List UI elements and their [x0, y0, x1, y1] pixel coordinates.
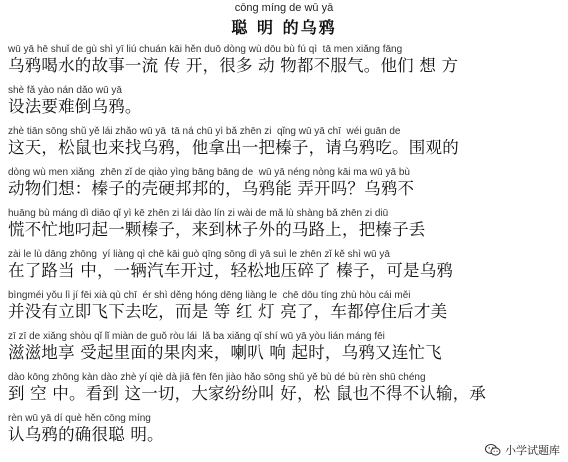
text-line — [8, 208, 564, 240]
title-pinyin: cōng míng de wū yā — [234, 2, 334, 14]
pinyin-line: wū yā hē shuǐ de gù shì yī liú chuán kāi hěn duō dòng wù dōu bù fú qì tā men xiǎng fāng — [8, 44, 403, 55]
chinese-line: 乌鸦喝水的故事一流 传 开，很多 动 物都不服气。他们 想 方 — [8, 56, 459, 75]
chinese-line: 认乌鸦的确很聪 明。 — [8, 425, 164, 444]
pinyin-line: rèn wū yā dí què hěn cōng míng — [8, 413, 151, 424]
pinyin-line: zài le lù dāng zhōng yí liàng qì chē kāi guò qīng sōng dì yā suì le zhēn zǐ kě shì wū yā — [8, 249, 390, 260]
text-line — [8, 44, 564, 76]
text-line — [8, 372, 564, 404]
text-line — [8, 290, 564, 322]
pinyin-line: bìngméi yǒu lì jí fēi xià qù chī ér shì děng hóng dēng liàng le chē dōu tíng zhù hòu cái měi — [8, 290, 411, 301]
pinyin-line: dòng wù men xiǎng zhēn zǐ de qiào yìng bāng bāng de wū yā néng nòng kāi ma wū yā bù — [8, 167, 410, 178]
text-line — [8, 331, 564, 363]
chinese-line: 这天，松鼠也来找乌鸦，他拿出一把榛子，请乌鸦吃。围观的 — [8, 138, 459, 157]
text-line — [8, 413, 564, 445]
watermark — [485, 442, 560, 458]
chinese-line: 滋滋地享 受起里面的果肉来，喇叭 响 起时，乌鸦又连忙飞 — [8, 343, 442, 362]
text-line — [8, 126, 564, 158]
pinyin-line: dào kōng zhōng kàn dào zhè yí qiè dà jiā fēn fēn jiào hǎo sōng shǔ yě bù dé bù rèn shū chéng — [8, 372, 426, 383]
chinese-line: 到 空 中。看到 这一切，大家纷纷叫 好，松 鼠也不得不认输，承 — [8, 384, 487, 403]
chinese-line: 在了路当 中，一辆汽车开过，轻松地压碎了 榛子，可是乌鸦 — [8, 261, 454, 280]
wechat-icon — [485, 443, 501, 457]
pinyin-line: shè fǎ yào nán dǎo wū yā — [8, 85, 122, 96]
watermark-text: 小学试题库 — [505, 444, 560, 457]
chinese-line: 设法要难倒乌鸦。 — [8, 97, 142, 116]
pinyin-line: zī zī de xiǎng shòu qǐ lǐ miàn de guǒ ròu lái lǎ ba xiǎng qǐ shí wū yā yòu lián máng fēi — [8, 331, 385, 342]
document-title: 聪 明 的乌鸦 — [231, 18, 337, 37]
pinyin-line: zhè tiān sōng shǔ yě lái zhǎo wū yā tā ná chū yì bǎ zhēn zi qǐng wū yā chī wéi guān de — [8, 126, 401, 137]
chinese-line: 动物们想：榛子的壳硬邦邦的，乌鸦能 弄开吗？乌鸦不 — [8, 179, 415, 198]
text-line — [8, 167, 564, 199]
text-line — [8, 249, 564, 281]
chinese-line: 并没有立即飞下去吃，而是 等 红 灯 亮了，车都停住后才美 — [8, 302, 448, 321]
chinese-line: 慌不忙地叼起一颗榛子，来到林子外的马路上，把榛子丢 — [8, 220, 426, 239]
pinyin-line: huāng bù máng dì diāo qǐ yì kē zhēn zi lái dào lín zi wài de mǎ lù shàng bǎ zhēn zi diū — [8, 208, 389, 219]
text-line — [8, 85, 564, 117]
